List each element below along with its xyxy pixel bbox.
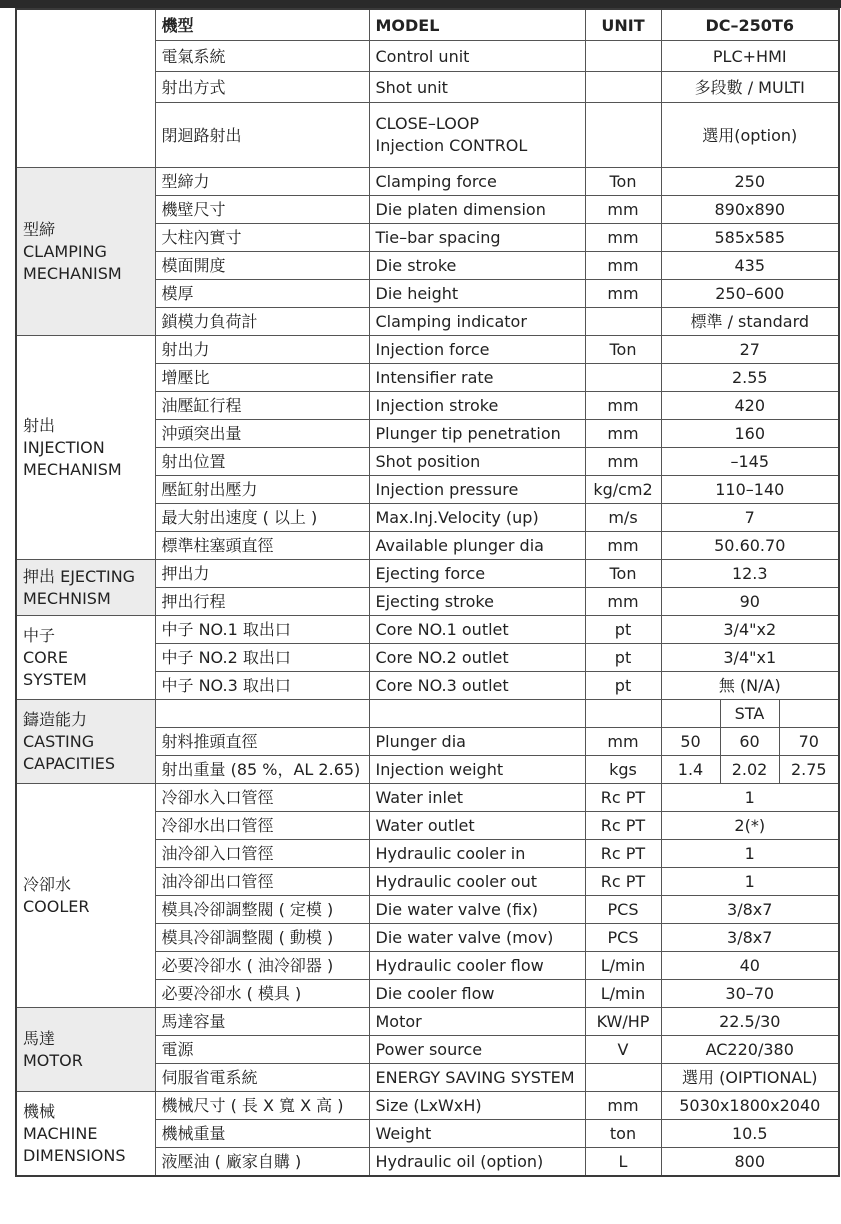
spec-unit: L/min (585, 952, 661, 980)
spec-en: Water outlet (369, 812, 585, 840)
spec-unit: Ton (585, 336, 661, 364)
spec-value: 22.5/30 (661, 1008, 839, 1036)
spec-value: 800 (661, 1148, 839, 1177)
group-label-en: MECHNISM (23, 588, 111, 608)
spec-en-line1: CLOSE–LOOP (375, 114, 480, 133)
spec-unit (585, 1064, 661, 1092)
spec-value: 160 (661, 420, 839, 448)
spec-zh: 必要冷卻水 ( 油冷卻器 ) (155, 952, 369, 980)
group-cooler (16, 784, 155, 1008)
spec-unit: PCS (585, 924, 661, 952)
spec-value: 890x890 (661, 196, 839, 224)
group-label-en: MACHINE (23, 1123, 98, 1143)
spec-zh: 射料推頭直徑 (155, 728, 369, 756)
spec-value: PLC+HMI (661, 41, 839, 72)
spec-unit: pt (585, 672, 661, 700)
spec-unit: Rc PT (585, 812, 661, 840)
spec-zh: 電源 (155, 1036, 369, 1064)
spec-zh: 必要冷卻水 ( 模具 ) (155, 980, 369, 1008)
spec-zh: 壓缸射出壓力 (155, 476, 369, 504)
group-label-zh: 馬達 (23, 1028, 56, 1048)
spec-zh: 押出行程 (155, 588, 369, 616)
spec-en: Ejecting force (369, 560, 585, 588)
spec-en (369, 700, 585, 728)
spec-value: 2.55 (661, 364, 839, 392)
spec-unit: KW/HP (585, 1008, 661, 1036)
spec-value: 50 (661, 728, 720, 756)
spec-value: AC220/380 (661, 1036, 839, 1064)
spec-en: Hydraulic cooler flow (369, 952, 585, 980)
group-label-en: MOTOR (23, 1050, 83, 1070)
group-label-en: CASTING (23, 731, 95, 751)
header-zh: 機型 (155, 9, 369, 41)
spec-unit: mm (585, 392, 661, 420)
group-label-zh: 押出 EJECTING (23, 566, 136, 586)
spec-unit: mm (585, 420, 661, 448)
spec-unit: pt (585, 644, 661, 672)
spec-zh: 機械尺寸 ( 長 X 寬 X 高 ) (155, 1092, 369, 1120)
spec-zh: 型締力 (155, 168, 369, 196)
table-row (16, 784, 839, 812)
group-motor (16, 1008, 155, 1092)
header-value: DC–250T6 (661, 9, 839, 41)
spec-en: Clamping indicator (369, 308, 585, 336)
spec-en: Size (LxWxH) (369, 1092, 585, 1120)
spec-en: Injection force (369, 336, 585, 364)
spec-en: Core NO.3 outlet (369, 672, 585, 700)
group-ejecting (16, 560, 155, 616)
spec-value: 40 (661, 952, 839, 980)
spec-unit: mm (585, 448, 661, 476)
spec-unit (585, 364, 661, 392)
spec-value: 2.75 (779, 756, 839, 784)
spec-unit: mm (585, 280, 661, 308)
spec-zh: 中子 NO.3 取出口 (155, 672, 369, 700)
spec-value: 2.02 (720, 756, 779, 784)
spec-value: 1 (661, 868, 839, 896)
group-label-en: COOLER (23, 896, 90, 916)
spec-unit: ton (585, 1120, 661, 1148)
spec-value: 420 (661, 392, 839, 420)
header-row (16, 9, 839, 41)
spec-unit: Rc PT (585, 840, 661, 868)
spec-value: 多段數 / MULTI (661, 72, 839, 103)
table-row (16, 168, 839, 196)
spec-zh: 模面開度 (155, 252, 369, 280)
spec-value: 10.5 (661, 1120, 839, 1148)
spec-value-blank (661, 700, 720, 728)
spec-value: 12.3 (661, 560, 839, 588)
header-unit: UNIT (585, 9, 661, 41)
group-label-zh: 冷卻水 (23, 874, 72, 894)
spec-en: Max.Inj.Velocity (up) (369, 504, 585, 532)
spec-zh: 射出重量 (85 %，AL 2.65) (155, 756, 369, 784)
spec-unit: mm (585, 728, 661, 756)
spec-zh: 模具冷卻調整閥 ( 動模 ) (155, 924, 369, 952)
spec-unit: kg/cm2 (585, 476, 661, 504)
spec-zh: 中子 NO.1 取出口 (155, 616, 369, 644)
spec-value: 標準 / standard (661, 308, 839, 336)
spec-en: Shot unit (369, 72, 585, 103)
spec-value: –145 (661, 448, 839, 476)
group-label-en2: MECHANISM (23, 459, 122, 479)
spec-unit: pt (585, 616, 661, 644)
spec-en: Die water valve (mov) (369, 924, 585, 952)
spec-zh: 鎖模力負荷計 (155, 308, 369, 336)
spec-zh (155, 700, 369, 728)
table-row (16, 1008, 839, 1036)
spec-unit: Ton (585, 560, 661, 588)
spec-value: 7 (661, 504, 839, 532)
table-row (16, 560, 839, 588)
spec-value: 5030x1800x2040 (661, 1092, 839, 1120)
spec-en: Hydraulic cooler out (369, 868, 585, 896)
spec-value: 無 (N/A) (661, 672, 839, 700)
spec-value: 27 (661, 336, 839, 364)
table-row (16, 700, 839, 728)
spec-en: Hydraulic oil (option) (369, 1148, 585, 1177)
spec-unit: mm (585, 252, 661, 280)
spec-unit: L (585, 1148, 661, 1177)
spec-zh: 油冷卻出口管徑 (155, 868, 369, 896)
spec-en: Motor (369, 1008, 585, 1036)
spec-unit: mm (585, 532, 661, 560)
spec-value: 250–600 (661, 280, 839, 308)
spec-value: 1 (661, 840, 839, 868)
spec-zh: 模具冷卻調整閥 ( 定模 ) (155, 896, 369, 924)
group-casting (16, 700, 155, 784)
spec-zh: 押出力 (155, 560, 369, 588)
group-label-zh: 機械 (23, 1101, 56, 1121)
spec-unit: Rc PT (585, 868, 661, 896)
group-label-en2: DIMENSIONS (23, 1145, 126, 1165)
spec-en: Plunger tip penetration (369, 420, 585, 448)
spec-unit (585, 700, 661, 728)
spec-en: Hydraulic cooler in (369, 840, 585, 868)
spec-en: Shot position (369, 448, 585, 476)
spec-en: Core NO.1 outlet (369, 616, 585, 644)
spec-zh: 射出力 (155, 336, 369, 364)
group-label-en2: MECHANISM (23, 263, 122, 283)
group-injection (16, 336, 155, 560)
spec-zh: 機壁尺寸 (155, 196, 369, 224)
group-label-zh: 射出 (23, 415, 56, 435)
spec-unit: Rc PT (585, 784, 661, 812)
spec-en: Power source (369, 1036, 585, 1064)
spec-value: 1.4 (661, 756, 720, 784)
spec-value: 3/8x7 (661, 896, 839, 924)
spec-unit (585, 72, 661, 103)
spec-unit (585, 103, 661, 168)
spec-zh: 機械重量 (155, 1120, 369, 1148)
group-core (16, 616, 155, 700)
spec-zh: 標準柱塞頭直徑 (155, 532, 369, 560)
spec-unit: mm (585, 1092, 661, 1120)
table-row (16, 336, 839, 364)
spec-value: 60 (720, 728, 779, 756)
spec-en: Core NO.2 outlet (369, 644, 585, 672)
spec-en: Die water valve (fix) (369, 896, 585, 924)
spec-value: 250 (661, 168, 839, 196)
spec-value: 選用(option) (661, 103, 839, 168)
group-label-en2: SYSTEM (23, 669, 87, 689)
spec-zh: 射出方式 (155, 72, 369, 103)
spec-zh: 中子 NO.2 取出口 (155, 644, 369, 672)
spec-table (15, 8, 840, 1177)
spec-en: ENERGY SAVING SYSTEM (369, 1064, 585, 1092)
spec-value: 3/4"x1 (661, 644, 839, 672)
spec-en (369, 103, 585, 168)
spec-zh: 冷卻水出口管徑 (155, 812, 369, 840)
spec-value: 30–70 (661, 980, 839, 1008)
spec-zh: 最大射出速度 ( 以上 ) (155, 504, 369, 532)
spec-en: Injection weight (369, 756, 585, 784)
spec-value: 585x585 (661, 224, 839, 252)
spec-value: 3/4"x2 (661, 616, 839, 644)
spec-value: 1 (661, 784, 839, 812)
spec-unit: kgs (585, 756, 661, 784)
table-row (16, 1092, 839, 1120)
spec-unit: V (585, 1036, 661, 1064)
top-bar (0, 0, 841, 8)
spec-en: Control unit (369, 41, 585, 72)
table-row (16, 616, 839, 644)
spec-unit: mm (585, 224, 661, 252)
spec-value: 50.60.70 (661, 532, 839, 560)
spec-en: Die cooler flow (369, 980, 585, 1008)
group-label-zh: 中子 (23, 625, 56, 645)
spec-en: Intensifier rate (369, 364, 585, 392)
spec-zh: 增壓比 (155, 364, 369, 392)
spec-value: 3/8x7 (661, 924, 839, 952)
sta-label: STA (720, 700, 779, 728)
spec-en: Tie–bar spacing (369, 224, 585, 252)
spec-zh: 伺服省電系統 (155, 1064, 369, 1092)
spec-unit: mm (585, 588, 661, 616)
spec-en: Ejecting stroke (369, 588, 585, 616)
spec-value: 選用 (OIPTIONAL) (661, 1064, 839, 1092)
group-machine (16, 1092, 155, 1177)
spec-zh: 沖頭突出量 (155, 420, 369, 448)
spec-value-blank (779, 700, 839, 728)
spec-unit: PCS (585, 896, 661, 924)
spec-zh: 油冷卻入口管徑 (155, 840, 369, 868)
group-label-en: INJECTION (23, 437, 105, 457)
spec-en: Water inlet (369, 784, 585, 812)
spec-en: Injection stroke (369, 392, 585, 420)
spec-value: 435 (661, 252, 839, 280)
spec-unit: Ton (585, 168, 661, 196)
spec-en-line2: Injection CONTROL (375, 136, 528, 155)
spec-zh: 冷卻水入口管徑 (155, 784, 369, 812)
spec-en: Die platen dimension (369, 196, 585, 224)
spec-value: 110–140 (661, 476, 839, 504)
spec-unit: mm (585, 196, 661, 224)
header-model: MODEL (369, 9, 585, 41)
spec-zh: 油壓缸行程 (155, 392, 369, 420)
spec-en: Clamping force (369, 168, 585, 196)
general-group-cell (16, 9, 155, 168)
spec-zh: 馬達容量 (155, 1008, 369, 1036)
group-clamping (16, 168, 155, 336)
spec-value: 70 (779, 728, 839, 756)
spec-en: Plunger dia (369, 728, 585, 756)
group-label-en2: CAPACITIES (23, 753, 116, 773)
spec-en: Available plunger dia (369, 532, 585, 560)
spec-value: 90 (661, 588, 839, 616)
group-label-en: CLAMPING (23, 241, 107, 261)
spec-en: Weight (369, 1120, 585, 1148)
spec-unit: L/min (585, 980, 661, 1008)
spec-zh: 閉迴路射出 (155, 103, 369, 168)
spec-zh: 射出位置 (155, 448, 369, 476)
spec-unit (585, 41, 661, 72)
group-label-zh: 型締 (23, 219, 56, 239)
spec-zh: 大柱內實寸 (155, 224, 369, 252)
spec-unit (585, 308, 661, 336)
spec-en: Die height (369, 280, 585, 308)
spec-zh: 模厚 (155, 280, 369, 308)
spec-en: Injection pressure (369, 476, 585, 504)
spec-en: Die stroke (369, 252, 585, 280)
group-label-en: CORE (23, 647, 68, 667)
spec-zh: 液壓油 ( 廠家自購 ) (155, 1148, 369, 1177)
spec-unit: m/s (585, 504, 661, 532)
spec-zh: 電氣系統 (155, 41, 369, 72)
group-label-zh: 鑄造能力 (23, 709, 88, 729)
spec-value: 2(*) (661, 812, 839, 840)
